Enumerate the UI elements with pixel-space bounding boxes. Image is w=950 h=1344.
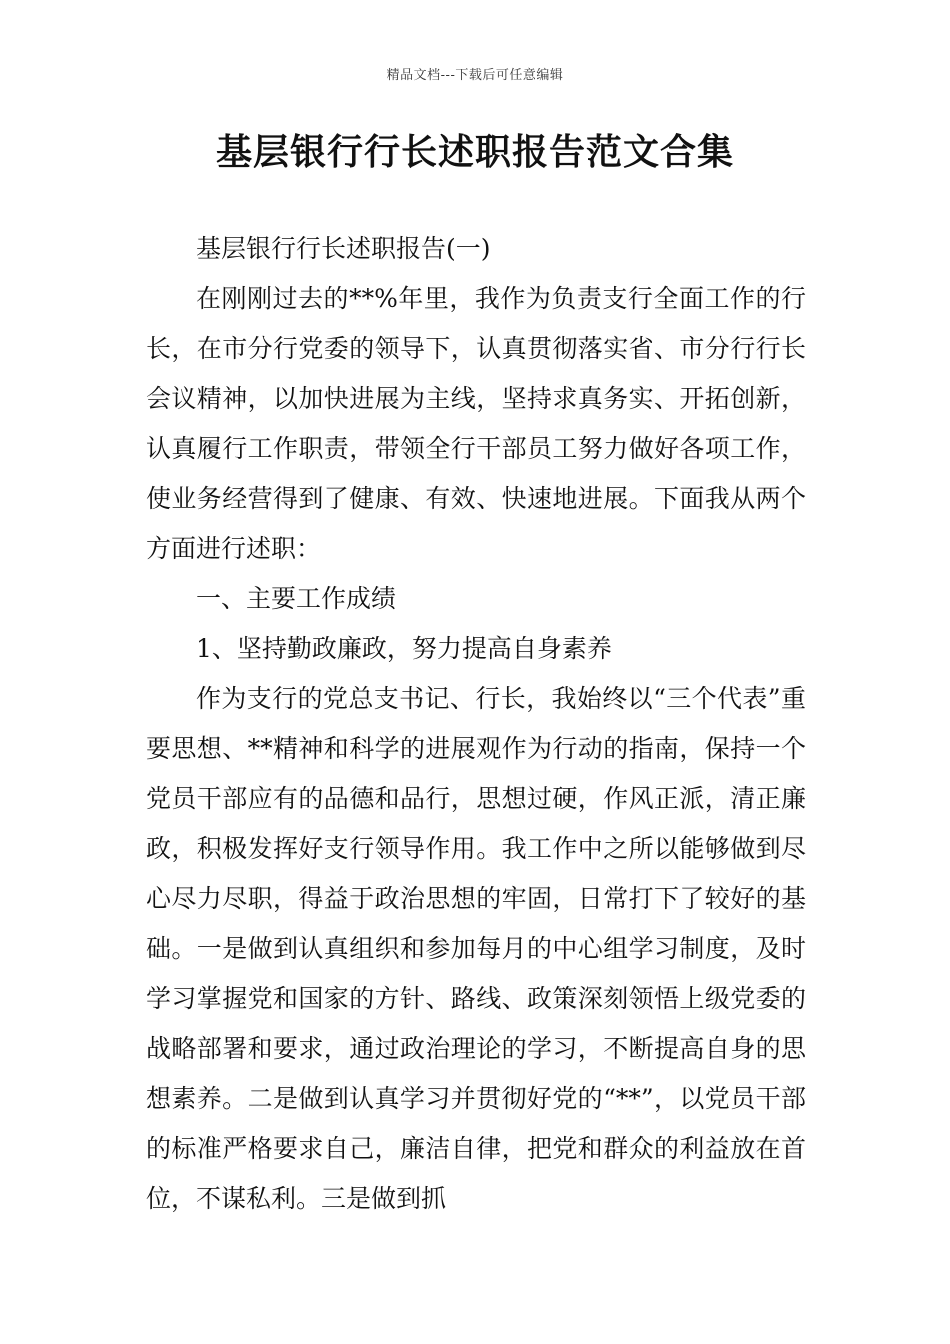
document-title: 基层银行行长述职报告范文合集: [215, 132, 734, 173]
section-heading: 一、主要工作成绩: [196, 584, 397, 613]
section-heading: 基层银行行长述职报告(一): [196, 234, 491, 263]
subsection-heading: 1、坚持勤政廉政，努力提高自身素养: [196, 634, 612, 663]
body-paragraph: 作为支行的党总支书记、行长，我始终以“三个代表”重要思想、**精神和科学的进展观作为行动的指南，保持一个党员干部应有的品德和品行，思想过硬，作风正派，清正廉政，积极发挥好支行领导作用。我工作中之所以能够做到尽心尽力尽职，得益于政治思想的牢固，日常打下了较好的基础。一是做到认真组织和参加每月的中心组学习制度，及时学习掌握党和国家的方针、路线、政策深刻领悟上级党委的战略部署和要求，通过政治理论的学习，不断提高自身的思想素养。二是做到认真学习并贯彻好党的“**”，以党员干部的标准严格要求自己，廉洁自律，把党和群众的利益放在首位，不谋私利。三是做到抓: [146, 684, 806, 1213]
intro-paragraph: 在刚刚过去的**%年里，我作为负责支行全面工作的行长，在市分行党委的领导下，认真贯彻落实省、市分行行长会议精神，以加快进展为主线，坚持求真务实、开拓创新，认真履行工作职责，带领全行干部员工努力做好各项工作，使业务经营得到了健康、有效、快速地进展。下面我从两个方面进行述职：: [146, 284, 806, 563]
document-body: [146, 224, 806, 1224]
header-note: 精品文档---下载后可任意编辑: [386, 68, 564, 83]
